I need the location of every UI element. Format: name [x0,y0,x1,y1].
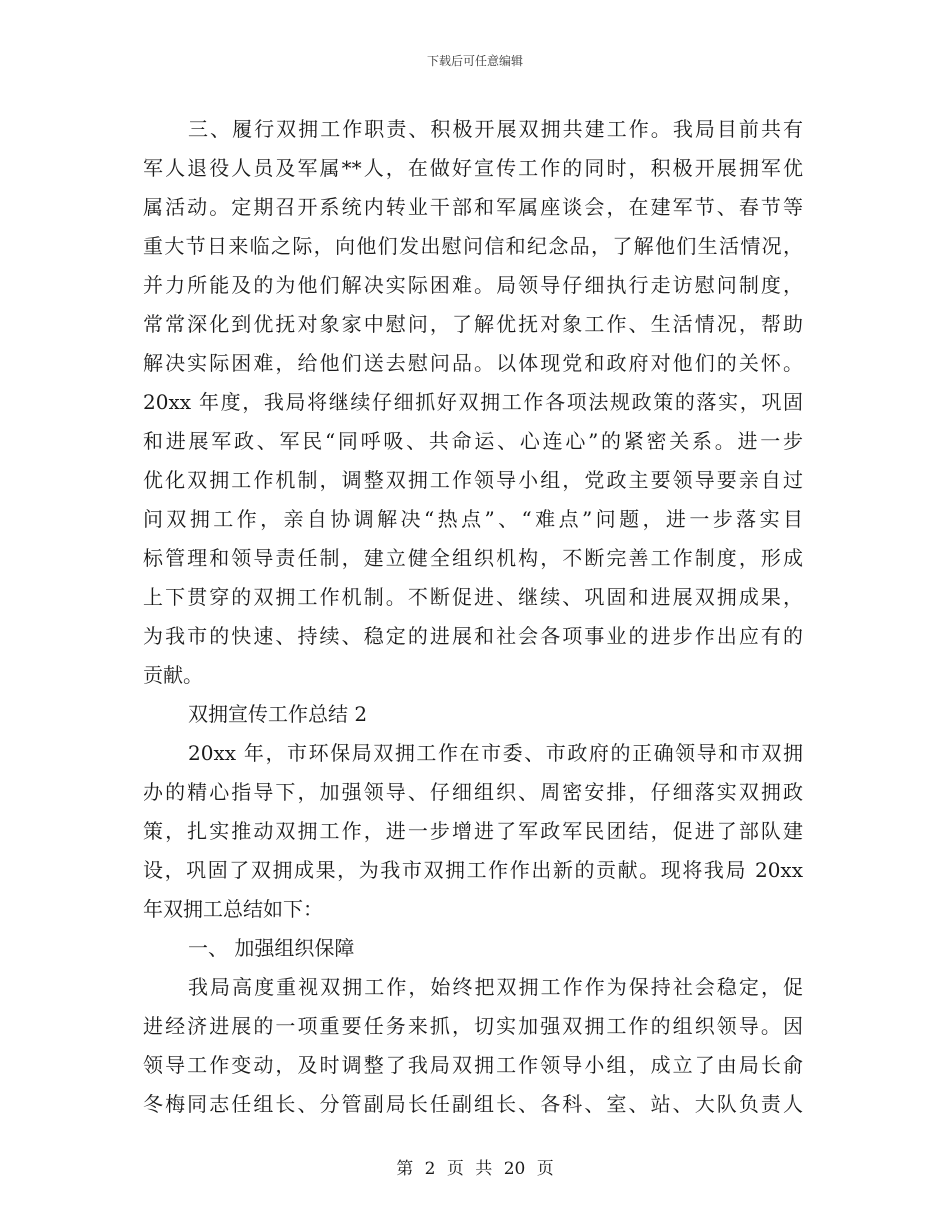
paragraph-line: 和进展军政、军民“同呼吸、共命运、心连心”的紧密关系。进一步 [143,429,803,453]
paragraph-line: 我局高度重视双拥工作，始终把双拥工作作为保持社会稳定，促 [188,975,803,999]
paragraph-line: 军人退役人员及军属**人，在做好宣传工作的同时，积极开展拥军优 [143,156,803,180]
paragraph-line: 设，巩固了双拥成果，为我市双拥工作作出新的贡献。现将我局 20xx [143,858,803,882]
paragraph-line: 标管理和领导责任制，建立健全组织机构，不断完善工作制度，形成 [143,546,803,570]
paragraph-line: 为我市的快速、持续、稳定的进展和社会各项事业的进步作出应有的 [143,624,803,648]
paragraph-line: 20xx 年，市环保局双拥工作在市委、市政府的正确领导和市双拥 [188,741,803,765]
paragraph-line: 并力所能及的为他们解决实际困难。局领导仔细执行走访慰问制度， [143,273,803,297]
paragraph-line: 重大节日来临之际，向他们发出慰问信和纪念品，了解他们生活情况， [143,234,803,258]
paragraph-line: 解决实际困难，给他们送去慰问品。以体现党和政府对他们的关怀。 [143,351,803,375]
paragraph-line: 属活动。定期召开系统内转业干部和军属座谈会，在建军节、春节等 [143,195,803,219]
paragraph-line: 进经济进展的一项重要任务来抓，切实加强双拥工作的组织领导。因 [143,1014,803,1038]
paragraph-line: 领导工作变动，及时调整了我局双拥工作领导小组，成立了由局长俞 [143,1053,803,1077]
paragraph-line: 年双拥工总结如下： [143,897,323,921]
paragraph-line: 三、履行双拥工作职责、积极开展双拥共建工作。我局目前共有 [188,117,803,141]
document-body [143,110,803,1124]
section-heading: 一、 加强组织保障 [188,936,355,960]
page-number-footer: 第 2 页 共 20 页 [396,1159,554,1179]
paragraph-line: 问双拥工作，亲自协调解决“热点”、“难点”问题，进一步落实目 [143,507,803,531]
page-header-note: 下载后可任意编辑 [426,54,523,68]
paragraph-line: 上下贯穿的双拥工作机制。不断促进、继续、巩固和进展双拥成果， [143,585,803,609]
paragraph-line: 贡献。 [143,663,203,687]
paragraph-line: 冬梅同志任组长、分管副局长任副组长、各科、室、站、大队负责人 [143,1092,803,1116]
paragraph-line: 优化双拥工作机制，调整双拥工作领导小组，党政主要领导要亲自过 [143,468,803,492]
paragraph-line: 办的精心指导下，加强领导、仔细组织、周密安排，仔细落实双拥政 [143,780,803,804]
paragraph-line: 策，扎实推动双拥工作，进一步增进了军政军民团结，促进了部队建 [143,819,803,843]
paragraph-line: 常常深化到优抚对象家中慰问，了解优抚对象工作、生活情况，帮助 [143,312,803,336]
paragraph-line: 20xx 年度，我局将继续仔细抓好双拥工作各项法规政策的落实，巩固 [143,390,803,414]
section-heading: 双拥宣传工作总结 2 [188,702,368,726]
